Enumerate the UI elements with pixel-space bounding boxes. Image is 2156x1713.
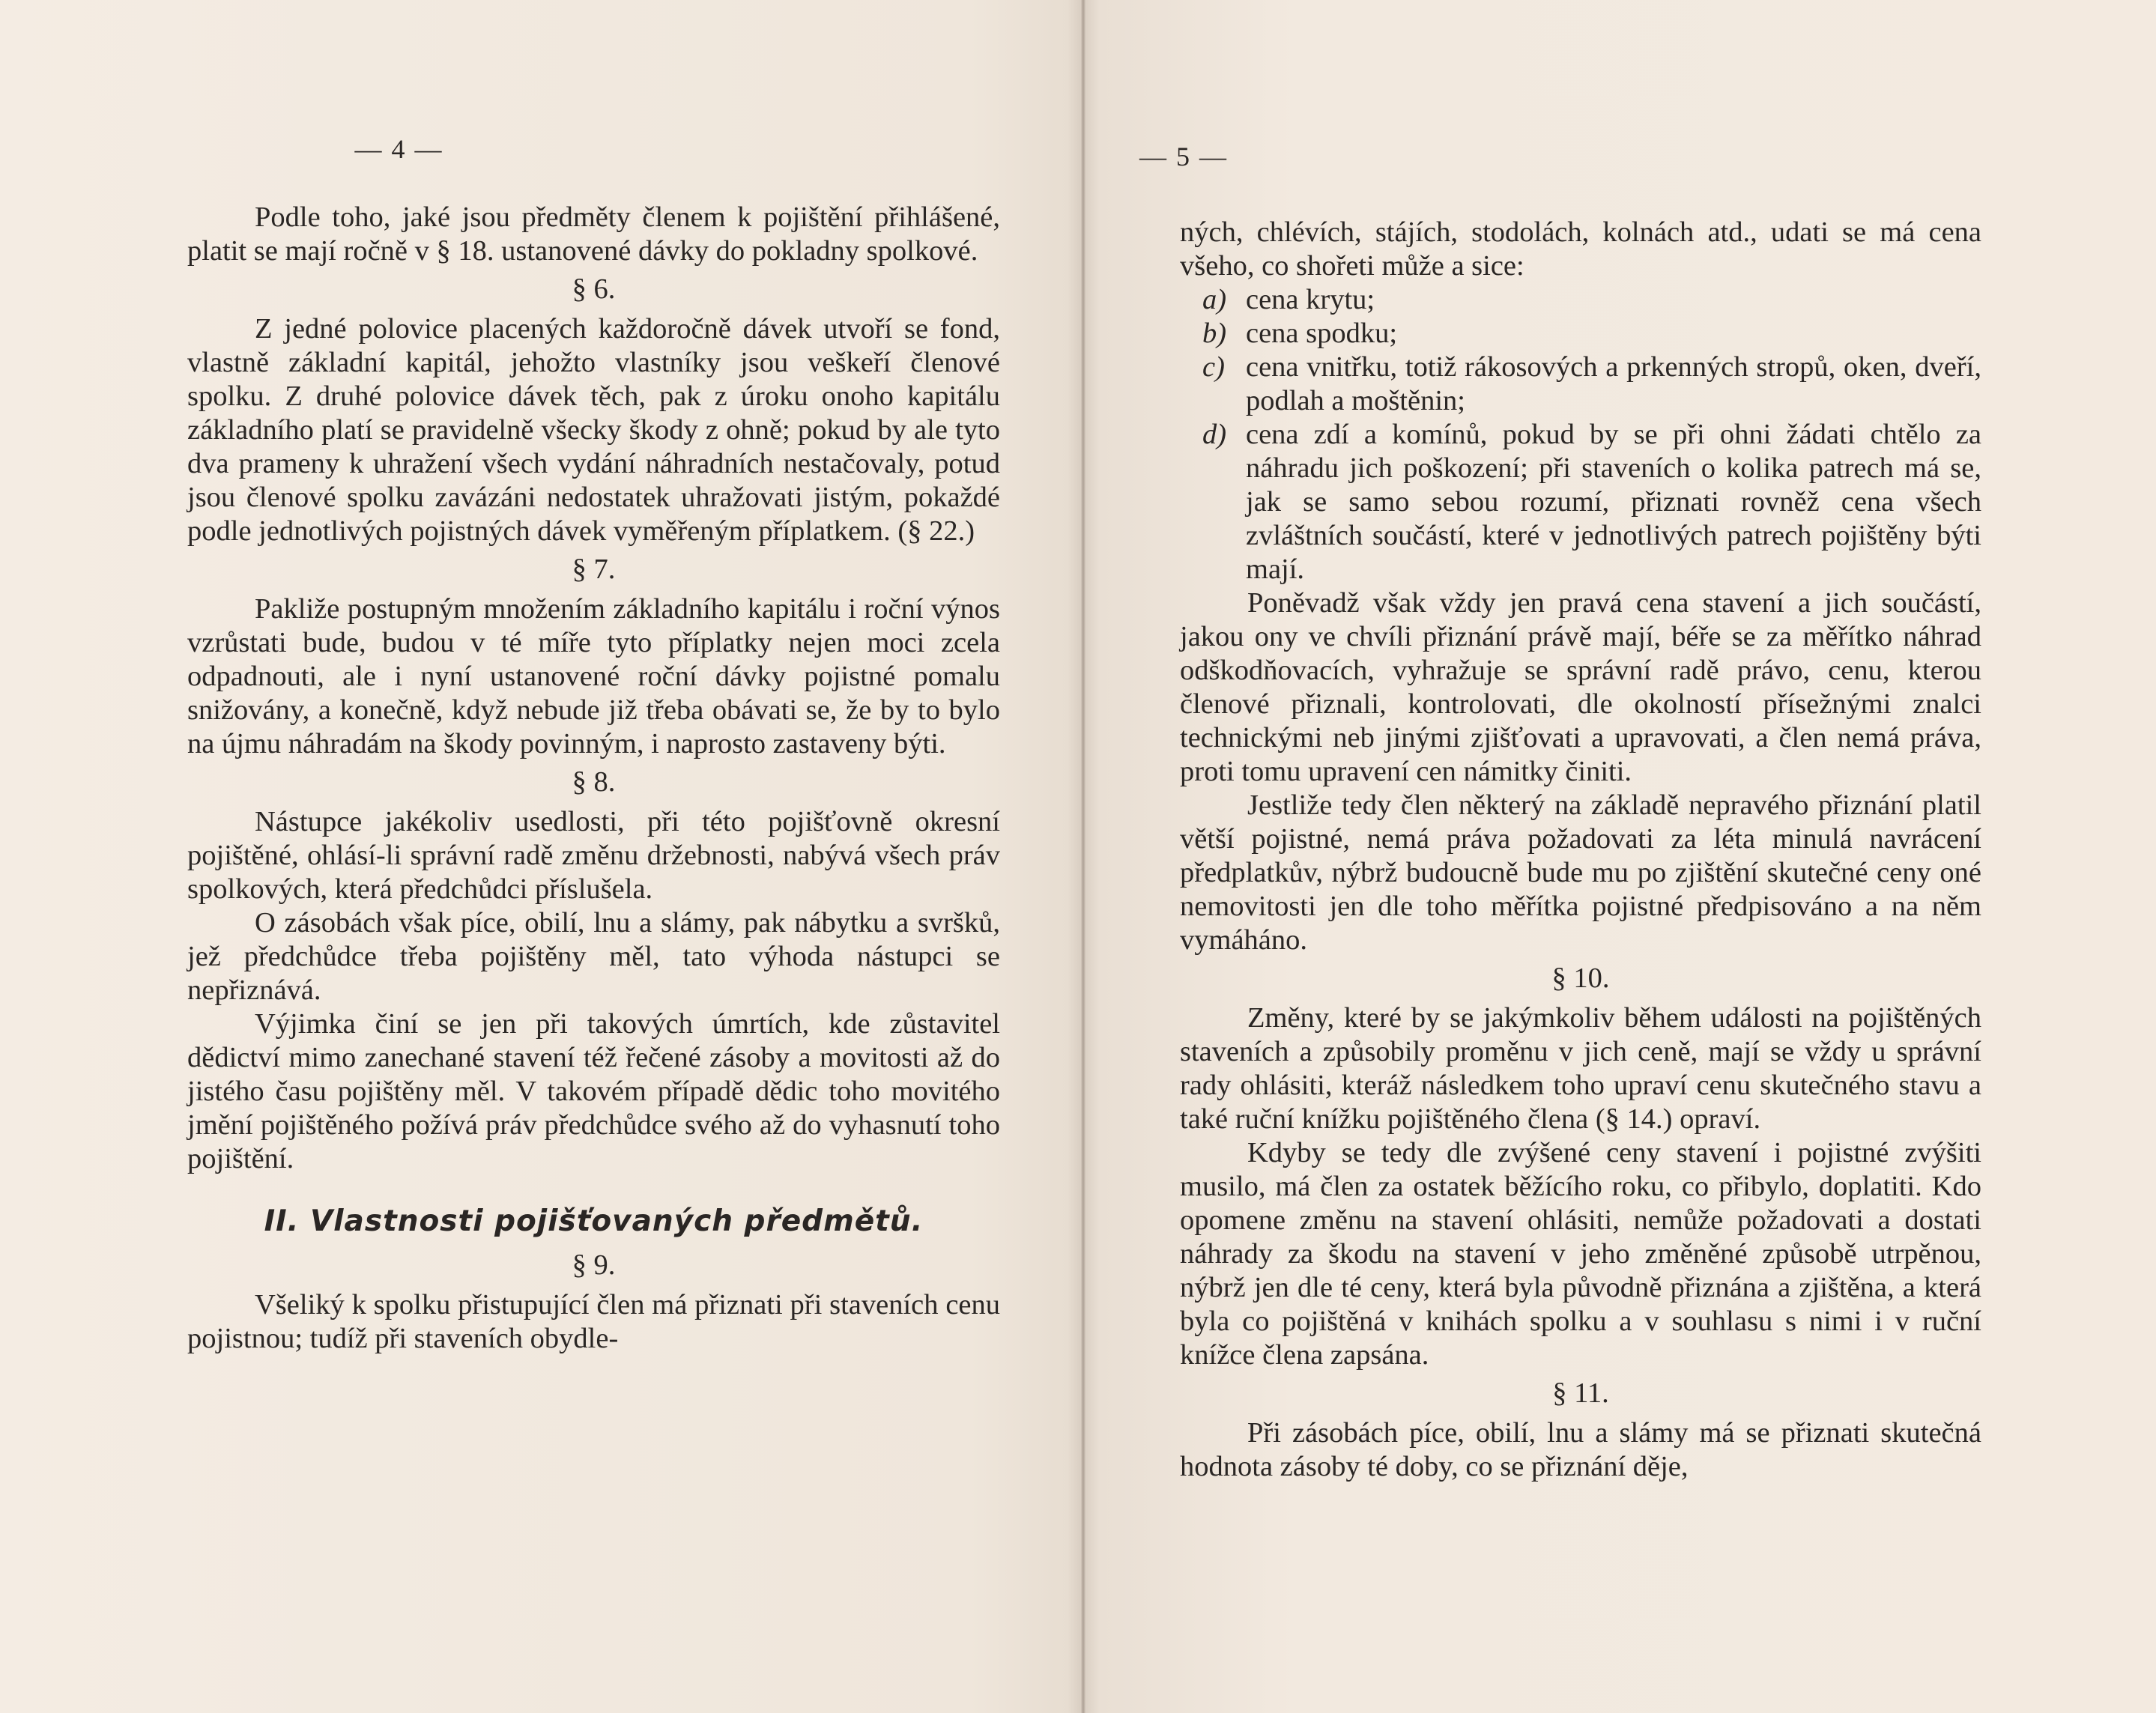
section-heading: § 7. [572, 554, 616, 585]
right-page [1139, 0, 1981, 1713]
paragraph: ných, chlévích, stájích, stodolách, kolnách atd., udati se má cena všeho, co shořeti může a sice: [1180, 216, 1981, 282]
section-heading: § 10. [1551, 962, 1610, 994]
list-item [1202, 351, 1981, 418]
paragraph: Nástupce jakékoliv usedlosti, při této pojišťovně okresní pojištěné, ohlásí-li správní radě změnu držebnosti, nabývá všech práv spolkových, která předchůdci příslušela. [187, 806, 1000, 905]
left-page [187, 0, 1000, 1713]
paragraph: Poněvadž však vždy jen pravá cena stavení a jich součástí, jakou ony ve chvíli přiznání právě mají, béře se za měřítko náhrad odškodňovacích, vyhražuje se správní radě právo, cenu, kterou členové přiznali, kontrolovati, dle okolností přísežnými znalci technickými neb jinými zjišťovati a upravovati, a člen nemá práva, proti tomu upravení cen námitky činiti. [1180, 587, 1981, 787]
paragraph: Změny, které by se jakýmkoliv během události na pojištěných staveních a způsobily proměnu v jich ceně, mají se vždy u správní rady ohlásiti, kteráž následkem toho upraví cenu skutečného stavu a také ruční knížku pojištěného člena (§ 14.) opraví. [1180, 1002, 1981, 1135]
section-heading: § 6. [572, 273, 616, 305]
page-number: — 5 — [1139, 142, 1228, 172]
list-item-text: cena spodku; [1246, 318, 1398, 349]
section-heading: § 9. [572, 1249, 616, 1281]
paragraph: Při zásobách píce, obilí, lnu a slámy má se přiznati skutečná hodnota zásoby té doby, co se přiznání děje, [1180, 1417, 1981, 1482]
list-item [1202, 418, 1981, 586]
paragraph: Podle toho, jaké jsou předměty členem k pojištění přihlášené, platit se mají ročně v § 18. ustanovené dávky do pokladny spolkové. [187, 201, 1000, 267]
paragraph: Všeliký k spolku přistupující člen má přiznati při staveních cenu pojistnou; tudíž při staveních obydle- [187, 1289, 1000, 1354]
paragraph: Výjimka činí se jen při takových úmrtích, kde zůstavitel dědictví mimo zanechané stavení též řečené zásoby a movitosti až do jistého času pojištěny měl. V takovém případě dědic toho movitého jmění pojištěného požívá práv předchůdce svého až do vyhasnutí toho pojištění. [187, 1008, 1000, 1174]
list-item-label: b) [1202, 318, 1227, 349]
list-item-label: c) [1202, 351, 1225, 383]
paragraph: O zásobách však píce, obilí, lnu a slámy, pak nábytku a svršků, jež předchůdce třeba pojištěny měl, tato výhoda nástupci se nepřiznává. [187, 907, 1000, 1006]
list-item [1202, 317, 1981, 351]
list-item-label: d) [1202, 419, 1227, 450]
paragraph: Z jedné polovice placených každoročně dávek utvoří se fond, vlastně základní kapitál, jehožto vlastníky jsou veškeří členové spolku. Z druhé polovice dávek těch, pak z úroku onoho kapitálu základního platí se pravidelně všecky škody z ohně; pokud by ale tyto dva prameny k uhražení všech vydání náhradních nestačovaly, potud jsou členové spolku zavázáni nedostatek uhražovati jistým, pokaždé podle jednotlivých pojistných dávek vyměřeným příplatkem. (§ 22.) [187, 313, 1000, 547]
page-number: — 4 — [354, 134, 443, 164]
list-item-label: a) [1202, 284, 1227, 315]
book-gutter [1081, 0, 1085, 1713]
list-item-text: cena zdí a komínů, pokud by se při ohni žádati chtělo za náhradu jich poškození; při staveních o kolika patrech má se, jak se samo sebou rozumí, přiznati rovněž cena všech zvláštních součástí, které v jednotlivých patrech pojištěny býti mají. [1246, 419, 1981, 585]
paragraph: Jestliže tedy člen některý na základě nepravého přiznání platil větší pojistné, nemá práva požadovati za léta minulá navrácení předplatkův, nýbrž budoucně bude mu po zjištění skutečné ceny oné nemovitosti jen dle toho měřítka pojistné předpisováno a na něm vymáháno. [1180, 789, 1981, 956]
chapter-heading: II. Vlastnosti pojišťovaných předmětů. [264, 1204, 924, 1238]
list-item-text: cena krytu; [1246, 284, 1375, 315]
list-item [1202, 283, 1981, 317]
section-heading: § 11. [1552, 1377, 1609, 1409]
section-heading: § 8. [572, 766, 616, 798]
page-body [1180, 216, 1981, 1484]
paragraph: Pakliže postupným množením základního kapitálu i roční výnos vzrůstati bude, budou v té míře tyto příplatky nejen moci zcela odpadnouti, ale i nyní ustanovené roční dávky pojistné pomalu snižovány, a konečně, když nebude již třeba obávati se, že by to bylo na újmu náhradám na škody povinným, i naprosto zastaveny býti. [187, 593, 1000, 760]
paragraph: Kdyby se tedy dle zvýšené ceny stavení i pojistné zvýšiti musilo, má člen za ostatek běžícího roku, co přibylo, doplatiti. Kdo opomene změnu na stavení ohlásiti, nemůže požadovati a dostati náhrady za škodu na stavení v jeho změněné způsobě utrpěnou, nýbrž jen dle té ceny, která byla původně přiznána a zjištěna, a která byla co pojištěná v knihách spolku a v souhlasu s nimi i v ruční knížce člena zapsána. [1180, 1137, 1981, 1371]
list-item-text: cena vnitřku, totiž rákosových a prkenných stropů, oken, dveří, podlah a moštěnin; [1246, 351, 1981, 416]
page-body [187, 201, 1000, 1356]
